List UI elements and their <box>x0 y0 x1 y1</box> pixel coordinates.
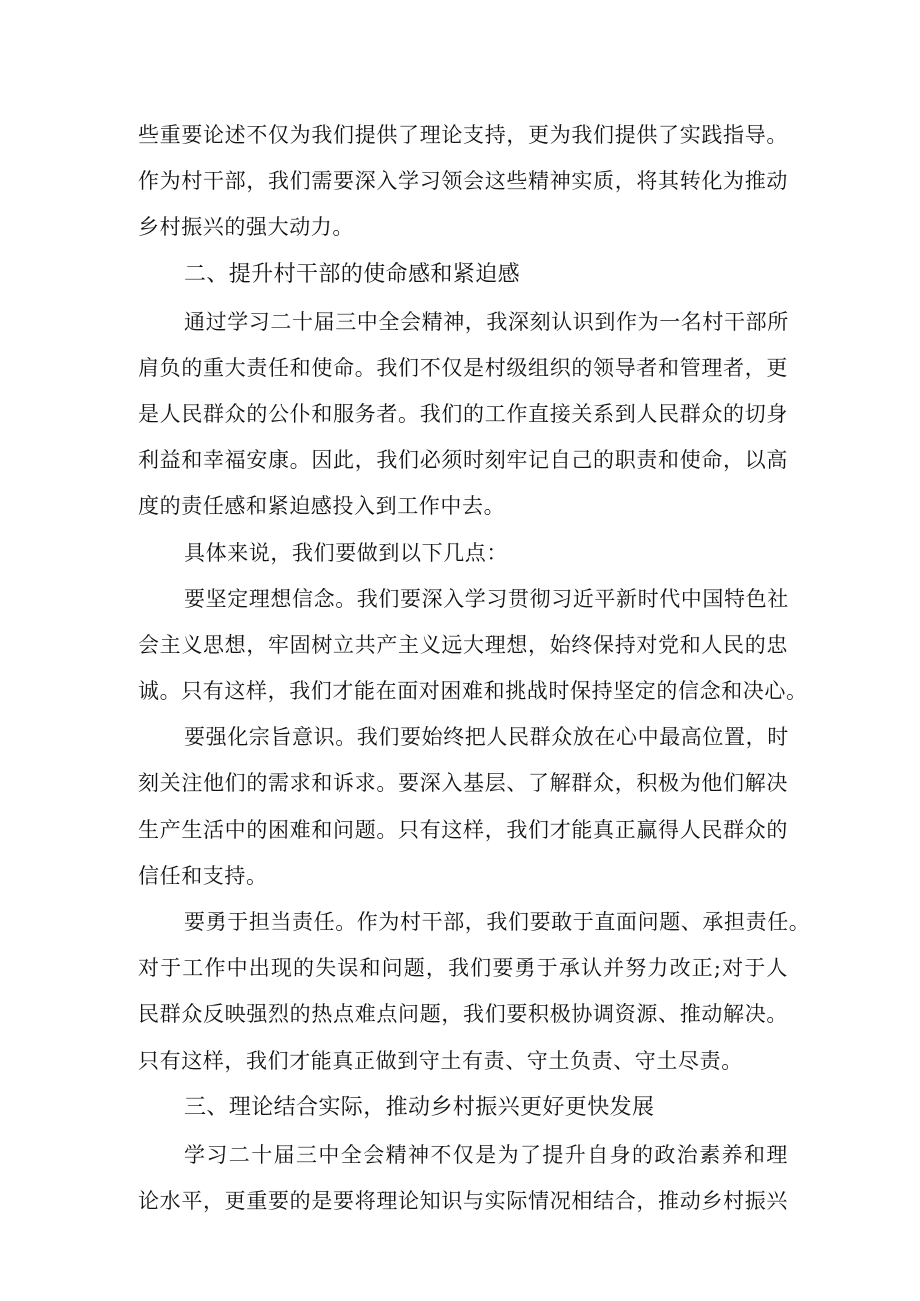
paragraph <box>138 714 788 899</box>
text-line: 要勇于担当责任。作为村干部，我们要敢于直面问题、承担责任。 <box>184 910 811 934</box>
paragraph-intro <box>138 112 788 251</box>
text-line: 诚。只有这样，我们才能在面对困难和挑战时保持坚定的信念和决心。 <box>138 679 808 704</box>
text-line: 信任和支持。 <box>138 863 268 888</box>
text-line: 度的责任感和紧迫感投入到工作中去。 <box>138 494 506 519</box>
text-line: 是人民群众的公仆和服务者。我们的工作直接关系到人民群众的切身 <box>138 401 788 426</box>
text-line: 作为村干部，我们需要深入学习领会这些精神实质，将其转化为推动 <box>138 169 788 194</box>
text-line: 些重要论述不仅为我们提供了理论支持，更为我们提供了实践指导。 <box>138 123 788 147</box>
text-line: 要强化宗旨意识。我们要始终把人民群众放在心中最高位置，时 <box>184 725 789 750</box>
paragraph <box>138 576 808 715</box>
paragraph <box>138 530 788 576</box>
text-line: 刻关注他们的需求和诉求。要深入基层、了解群众，积极为他们解决 <box>138 771 788 796</box>
paragraph <box>138 1132 788 1224</box>
section-heading-2: 二、提升村干部的使命感和紧迫感 <box>184 261 521 287</box>
text-line: 论水平，更重要的是要将理论知识与实际情况相结合，推动乡村振兴 <box>138 1188 788 1213</box>
text-line: 肩负的重大责任和使命。我们不仅是村级组织的领导者和管理者，更 <box>138 355 788 380</box>
section-heading-3: 三、理论结合实际，推动乡村振兴更好更快发展 <box>184 1094 655 1120</box>
text-line: 具体来说，我们要做到以下几点： <box>184 540 508 565</box>
text-line: 对于工作中出现的失误和问题，我们要勇于承认并努力改正;对于人 <box>138 956 788 981</box>
text-line: 要坚定理想信念。我们要深入学习贯彻习近平新时代中国特色社 <box>184 586 789 611</box>
text-line: 只有这样，我们才能真正做到守土有责、守土负责、守土尽责。 <box>138 1048 743 1073</box>
document-body <box>138 112 811 1224</box>
text-line: 通过学习二十届三中全会精神，我深刻认识到作为一名村干部所 <box>184 309 789 334</box>
text-line: 会主义思想，牢固树立共产主义远大理想，始终保持对党和人民的忠 <box>138 632 788 657</box>
text-line: 学习二十届三中全会精神不仅是为了提升自身的政治素养和理 <box>184 1142 788 1167</box>
text-line: 生产生活中的困难和问题。只有这样，我们才能真正赢得人民群众的 <box>138 817 788 842</box>
text-line: 利益和幸福安康。因此，我们必须时刻牢记自己的职责和使命，以高 <box>138 448 788 473</box>
text-line: 民群众反映强烈的热点难点问题，我们要积极协调资源、推动解决。 <box>138 1002 788 1027</box>
paragraph <box>138 899 811 1084</box>
paragraph <box>138 299 788 530</box>
text-line: 乡村振兴的强大动力。 <box>138 215 354 240</box>
